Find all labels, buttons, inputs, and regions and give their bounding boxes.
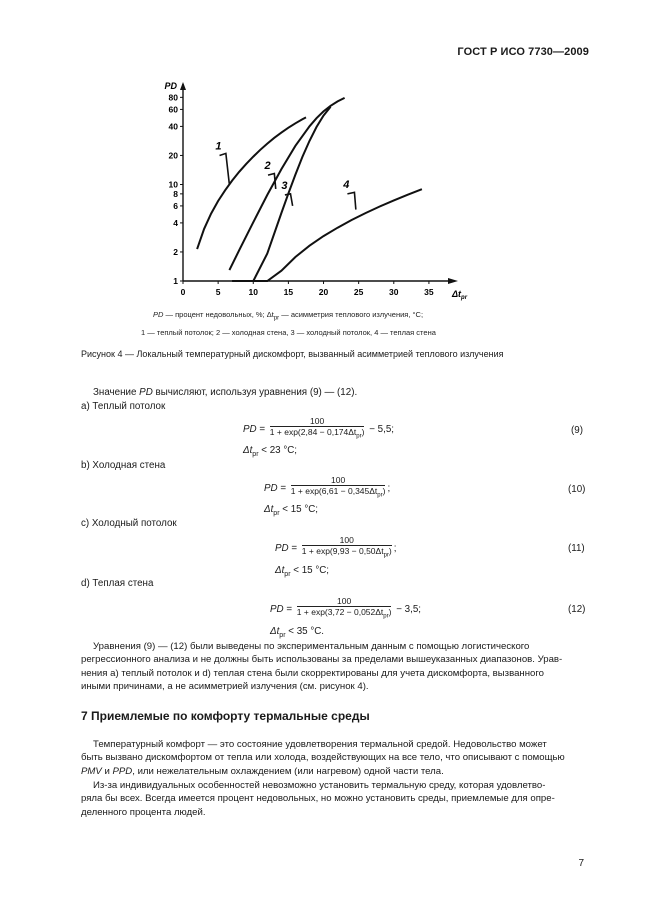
para1-line: нения а) теплый потолок и d) теплая стена были скорректированы для учета дискомфорта, вызванного bbox=[81, 667, 544, 679]
x-tick-label: 35 bbox=[424, 287, 434, 297]
intro-var: PD bbox=[139, 387, 153, 398]
eq11-den-sub: pr bbox=[383, 552, 389, 559]
eq11-den: $1 + \exp(9,93 - 0,50\Delta t_{pr})$ bbox=[301, 546, 392, 559]
series-label-1: 1 bbox=[215, 140, 222, 153]
eq10-label: b) Холодная стена bbox=[81, 460, 166, 471]
comfort-chart bbox=[150, 76, 480, 306]
x-tick-label: 15 bbox=[283, 287, 294, 297]
para2-line: Температурный комфорт — это состояние удовлетворения термальной средой. Недовольство может bbox=[93, 739, 547, 750]
para3-line: ряла бы всех. Всегда имеется процент недовольных, но можно установить среды, приемлемые для опре- bbox=[81, 793, 555, 805]
eq11-tail: ; bbox=[393, 542, 397, 554]
paragraph-equations-note bbox=[81, 640, 591, 693]
figure-legend-line-1 bbox=[153, 310, 423, 322]
eq12-label: d) Теплая стена bbox=[81, 578, 154, 589]
eq9-den: $1 + \exp(2,84 - 0,174\Delta t_{pr})$ bbox=[269, 427, 365, 440]
y-tick-label: 6 bbox=[173, 200, 178, 211]
y-axis-label: PD bbox=[164, 81, 177, 91]
y-tick-label: 40 bbox=[168, 121, 178, 132]
x-tick-label: 5 bbox=[215, 287, 221, 297]
eq12-num: 100 bbox=[297, 596, 392, 607]
y-tick-label: 1 bbox=[173, 276, 178, 286]
eq9-label: а) Теплый потолок bbox=[81, 401, 166, 412]
paragraph-individual-differences bbox=[81, 779, 591, 819]
series-label-4: 4 bbox=[343, 178, 350, 191]
para2-rest: , или нежелательным охлаждением (или нагревом) одной части тела. bbox=[132, 765, 444, 777]
eq11-label: c) Холодный потолок bbox=[81, 518, 177, 529]
eq9-den-sub: pr bbox=[356, 433, 362, 440]
y-tick-label: 60 bbox=[168, 104, 178, 115]
eq9-cond-sub: pr bbox=[252, 450, 259, 458]
eq12-tail: − 3,5; bbox=[393, 603, 421, 615]
eq12-fraction bbox=[297, 596, 392, 623]
para2-and: и bbox=[101, 765, 113, 777]
x-tick-label: 10 bbox=[248, 287, 258, 297]
eq11-num: 100 bbox=[302, 535, 392, 546]
intro-pre: Значение bbox=[93, 387, 140, 398]
eq12-condition bbox=[270, 626, 324, 639]
y-tick-label: 80 bbox=[168, 92, 178, 103]
eq11-cond-rest: < 15 °С; bbox=[290, 565, 330, 576]
para1-line: иными причинами, а не асимметрией излучения (см. рисунок 4). bbox=[81, 680, 369, 692]
eq10-den-text: 1 + exp(6,61 − 0,345Δt bbox=[290, 486, 378, 496]
eq11-cond-sub: pr bbox=[284, 570, 291, 578]
y-tick-label: 20 bbox=[168, 150, 178, 161]
eq9-condition bbox=[243, 445, 297, 458]
x-tick-label: 30 bbox=[389, 287, 399, 297]
series-label-2: 2 bbox=[264, 159, 271, 172]
y-tick-label: 2 bbox=[173, 246, 178, 257]
legend-text-1b: — асимметрия теплового излучения, °С; bbox=[279, 310, 424, 319]
y-tick-label: 10 bbox=[168, 179, 178, 190]
x-tick-label: 20 bbox=[318, 287, 329, 297]
eq10: PD = $\frac{100}{1 + \exp(6,61 - 0,345\Delta t_{pr})}$ ; bbox=[264, 475, 390, 502]
eq11-number: (11) bbox=[568, 543, 585, 554]
para3-line: деленного процента людей. bbox=[81, 806, 206, 818]
eq10-cond-sub: pr bbox=[273, 509, 280, 517]
series-leader-4 bbox=[347, 192, 355, 209]
eq12-cond-sub: pr bbox=[279, 631, 286, 639]
x-tick-label: 0 bbox=[180, 287, 186, 297]
x-axis-label: $\Delta t_{pr}$ bbox=[452, 289, 468, 301]
page-number: 7 bbox=[578, 858, 584, 869]
eq9-num: 100 bbox=[270, 416, 365, 427]
para2-line bbox=[81, 765, 591, 778]
para1-line: регрессионного анализа и не должны быть использованы за пределами вышеуказанных диапазонов. Урав- bbox=[81, 654, 563, 666]
legend-sub: pr bbox=[273, 315, 280, 322]
x-axis-arrow bbox=[448, 278, 458, 284]
eq10-number: (10) bbox=[568, 484, 586, 495]
eq9-cond-var: Δt bbox=[243, 445, 253, 456]
para1-line: Уравнения (9) — (12) были выведены по экспериментальным данным с помощью логистического bbox=[93, 641, 530, 652]
y-tick-label: 8 bbox=[173, 188, 178, 199]
series-label-3: 3 bbox=[281, 179, 288, 192]
eq12-den: $1 + \exp(3,72 - 0,052\Delta t_{pr})$ bbox=[296, 607, 392, 620]
x-tick-label: 25 bbox=[353, 287, 364, 297]
eq9-cond-rest: < 23 °С; bbox=[258, 445, 298, 456]
intro-text bbox=[93, 387, 357, 398]
eq11-lhs: PD bbox=[275, 542, 289, 554]
eq12-den-sub: pr bbox=[383, 613, 389, 620]
section-heading: 7 Приемлемые по комфорту термальные среды bbox=[81, 709, 370, 723]
eq10-fraction bbox=[291, 475, 386, 502]
eq12-cond-var: Δt bbox=[270, 626, 280, 637]
eq11-den-text: 1 + exp(9,93 − 0,50Δt bbox=[301, 546, 384, 556]
eq9: PD = $\frac{100}{1 + \exp(2,84 - 0,174\Delta t_{pr})}$ − 5,5; bbox=[243, 416, 394, 443]
eq12-number: (12) bbox=[568, 604, 586, 615]
eq12-den-text: 1 + exp(3,72 − 0,052Δt bbox=[296, 607, 384, 617]
eq9-number: (9) bbox=[571, 425, 583, 436]
eq9-tail: − 5,5; bbox=[366, 423, 394, 435]
eq10-den: $1 + \exp(6,61 - 0,345\Delta t_{pr})$ bbox=[290, 486, 386, 499]
eq10-num: 100 bbox=[291, 475, 386, 486]
eq11-condition bbox=[275, 565, 329, 578]
legend-var: PD bbox=[153, 310, 164, 319]
eq10-cond-rest: < 15 °С; bbox=[279, 504, 319, 515]
eq11-cond-var: Δt bbox=[275, 565, 285, 576]
intro-post: вычисляют, используя уравнения (9) — (12). bbox=[152, 387, 358, 398]
eq10-tail: ; bbox=[387, 482, 391, 494]
eq10-den-sub: pr bbox=[377, 492, 383, 499]
curve-1 bbox=[197, 117, 306, 249]
para2-line: быть вызвано дискомфортом от тепла или холода, воздействующих на все тело, что описывают с помощью bbox=[81, 752, 565, 764]
figure-caption: Рисунок 4 — Локальный температурный дискомфорт, вызванный асимметрией теплового излучения bbox=[81, 349, 504, 359]
legend-text-1: — процент недовольных, %; Δt bbox=[163, 310, 274, 319]
eq12-cond-rest: < 35 °С. bbox=[285, 626, 325, 637]
series-leader-1 bbox=[220, 153, 230, 184]
paragraph-thermal-comfort bbox=[81, 738, 591, 778]
y-tick-label: 4 bbox=[173, 217, 178, 228]
document-header: ГОСТ Р ИСО 7730—2009 bbox=[457, 46, 589, 58]
para2-ppd: PPD bbox=[112, 765, 133, 777]
eq12-lhs: PD bbox=[270, 603, 284, 615]
y-axis-arrow bbox=[180, 82, 186, 90]
eq9-fraction bbox=[270, 416, 365, 443]
para3-line: Из-за индивидуальных особенностей невозможно установить термальную среду, которая удовлетво- bbox=[93, 780, 546, 791]
eq10-condition bbox=[264, 504, 318, 517]
eq10-cond-var: Δt bbox=[264, 504, 274, 515]
eq11: PD = $\frac{100}{1 + \exp(9,93 - 0,50\Delta t_{pr})}$ ; bbox=[275, 535, 396, 562]
figure-legend-line-2: 1 — теплый потолок; 2 — холодная стена, 3 — холодный потолок, 4 — теплая стена bbox=[141, 328, 436, 337]
eq9-lhs: PD bbox=[243, 423, 257, 435]
para2-pmv: PMV bbox=[81, 765, 102, 777]
eq11-fraction bbox=[302, 535, 392, 562]
eq10-lhs: PD bbox=[264, 482, 278, 494]
eq9-den-text: 1 + exp(2,84 − 0,174Δt bbox=[269, 427, 357, 437]
eq12: PD = $\frac{100}{1 + \exp(3,72 - 0,052\Delta t_{pr})}$ − 3,5; bbox=[270, 596, 421, 623]
